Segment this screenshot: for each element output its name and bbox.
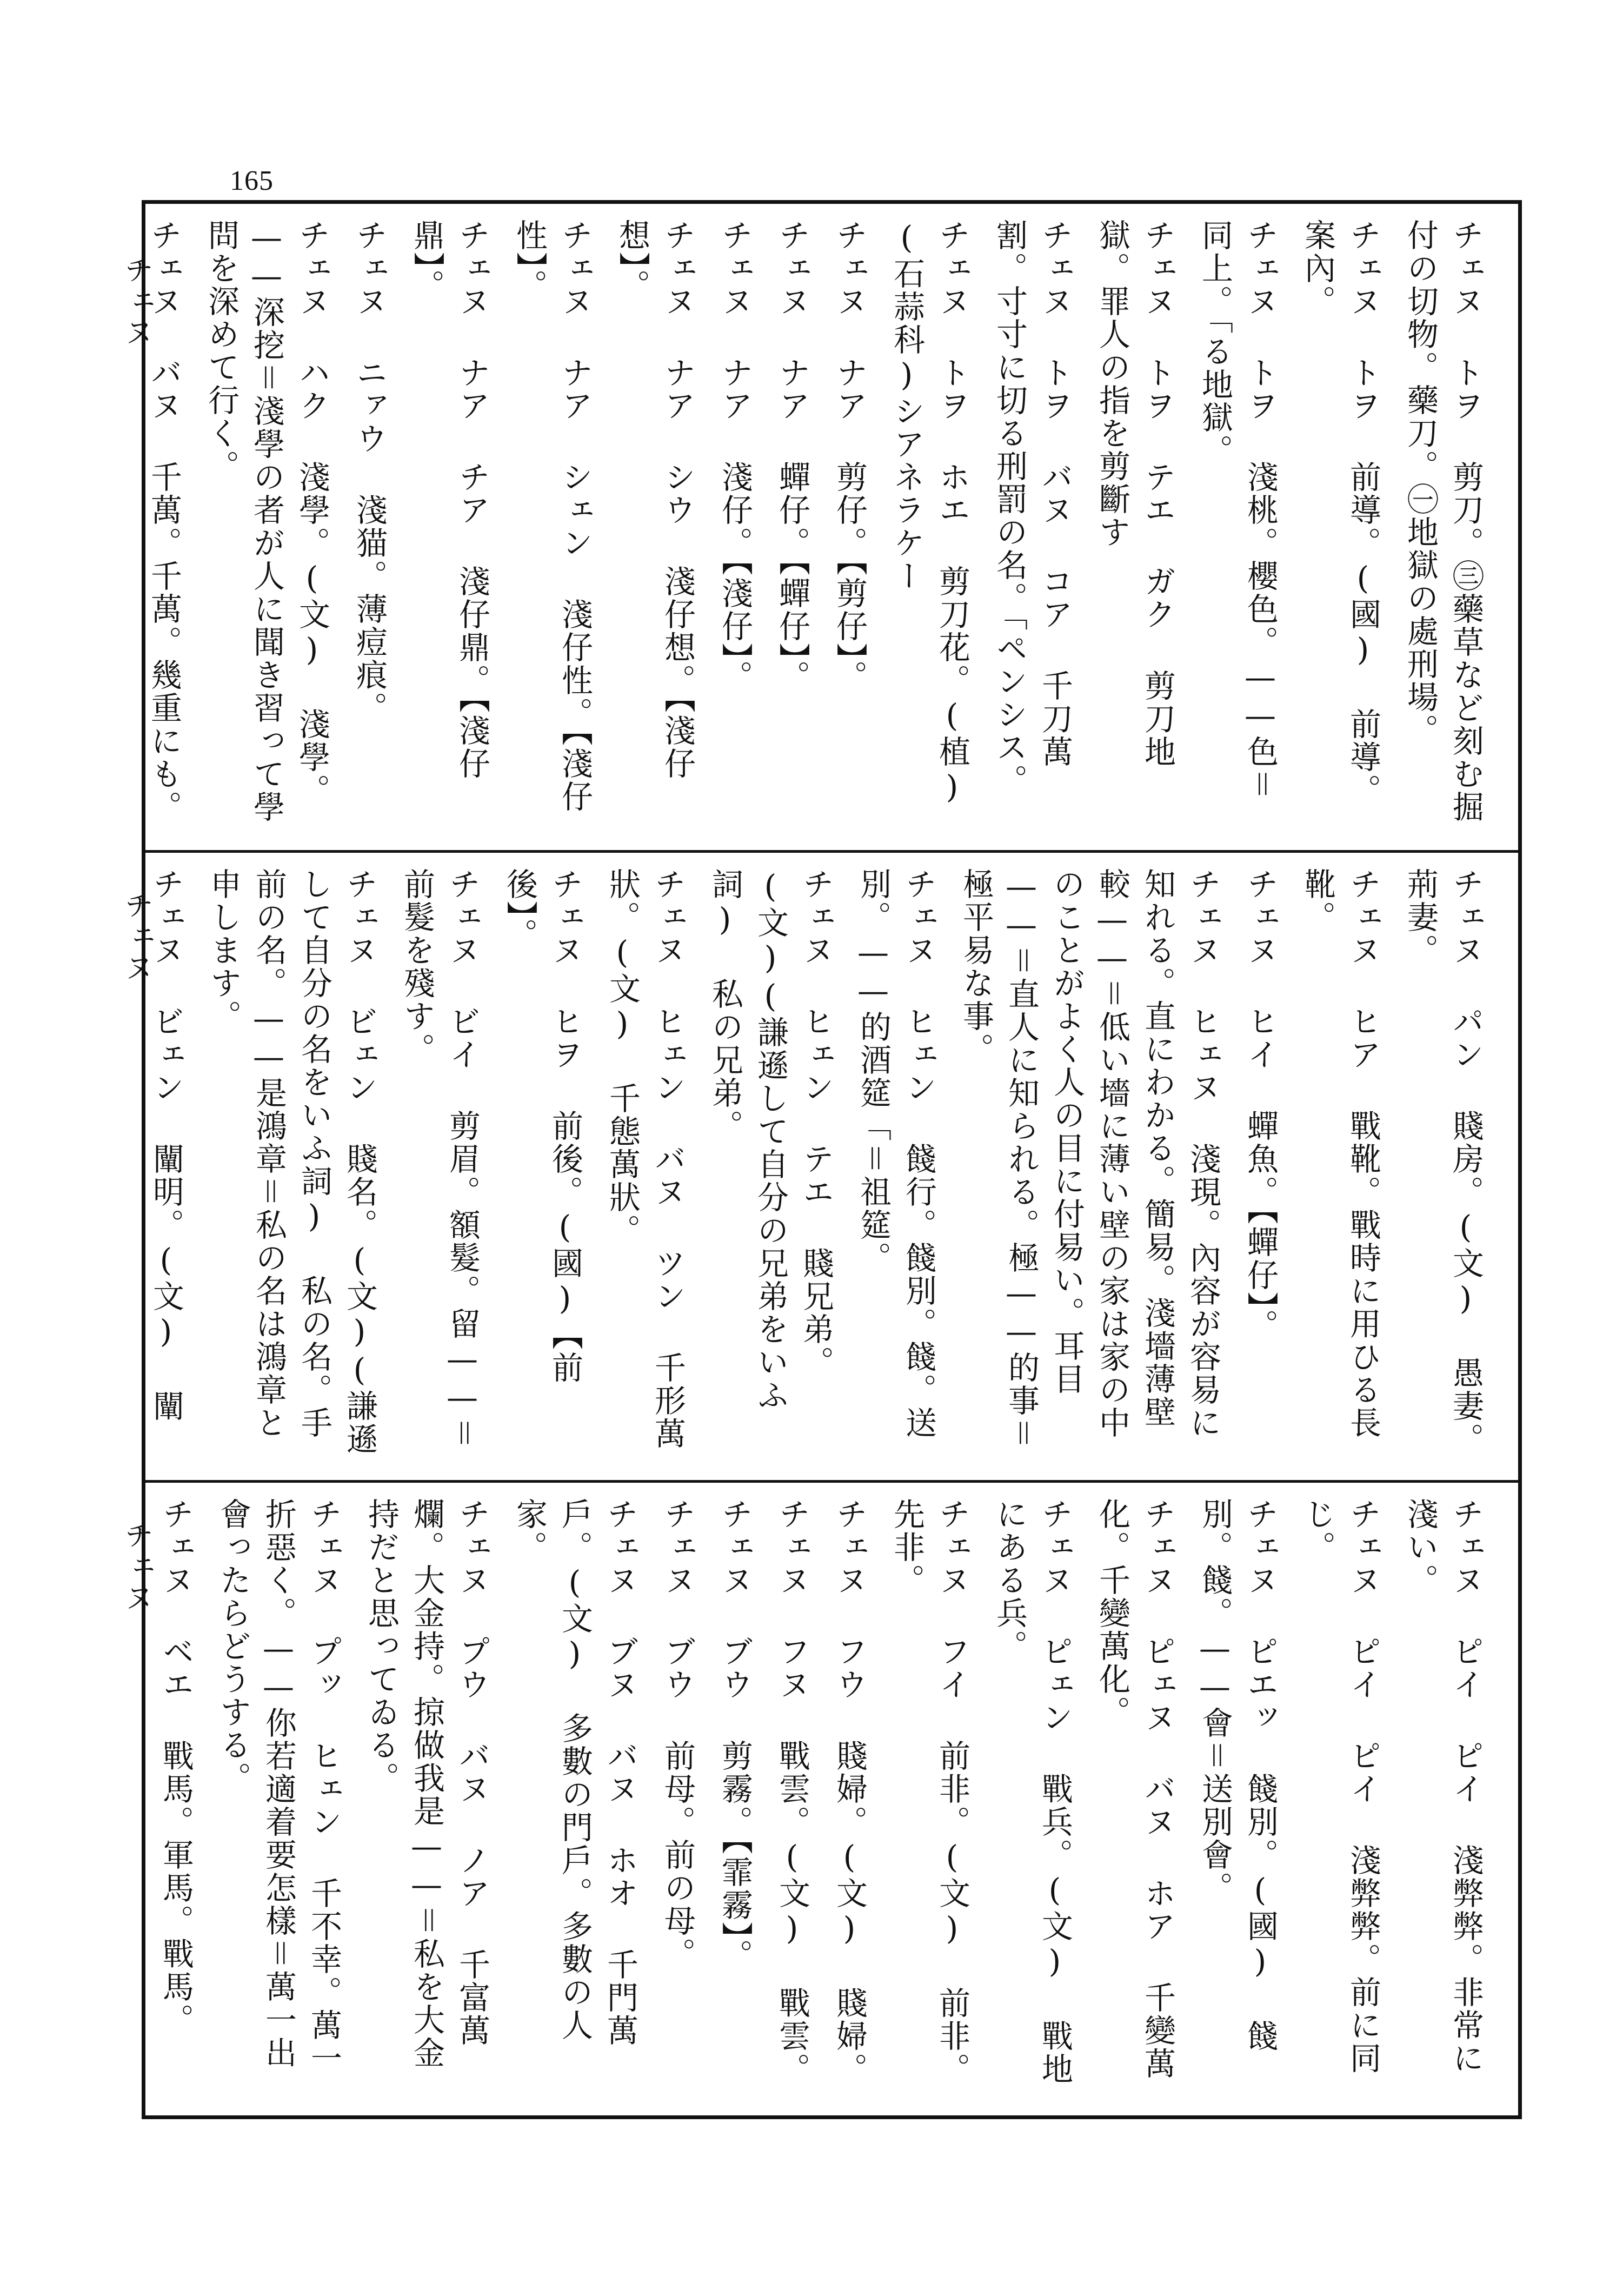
dictionary-entry: チェヌ トヲ 淺桃。櫻色。——色＝同上。「る地獄。 — [1196, 219, 1279, 801]
dictionary-entry: チェヌ ナア 剪仔。【剪仔】。 — [831, 219, 868, 693]
dictionary-entry: チェヌ プウ バヌ ノア 千富萬爛。大金持。掠做我是——＝私を大金持だと思ってゐる。 — [363, 1498, 490, 2069]
band-middle — [145, 850, 1518, 1480]
dictionary-entry: チェヌ ヒェヌ 淺現。內容が容易に知れる。直にわかる。簡易。淺墻薄壁較——＝低い墻に薄い壁の家は家の中のことがよく人の目に付易い。耳目——＝直人に知られる。極——的事＝極平易な事。 — [957, 868, 1221, 1450]
dictionary-entry: チェヌ ヒェン 餞行。餞別。餞。送別。——的酒筵「＝祖筵。 — [855, 868, 937, 1439]
dictionary-entry: チェヌ ヒヲ 前後。(國)【前後】。 — [501, 868, 583, 1384]
band-top — [145, 204, 1518, 850]
dictionary-entry: チェヌ ヒイ 蟬魚。【蟬仔】。 — [1242, 868, 1279, 1342]
dictionary-entry: チェヌ ナア 蟬仔。【蟬仔】。 — [774, 219, 810, 693]
dictionary-entry: チェヌ トヲ テエ ガク 剪刀地獄。罪人の指を剪斷す — [1094, 219, 1176, 768]
dictionary-entry: チェヌ ナア 淺仔。【淺仔】。 — [716, 219, 753, 693]
dictionary-entry: チェヌ ビイ 剪眉。額髮。留——＝前髮を殘す。 — [398, 868, 481, 1450]
dictionary-entry: チェヌ ニァウ 淺猫。薄痘痕。 — [351, 219, 388, 725]
dictionary-entry: チェヌ トヲ 剪刀。㊂藥草など刻む掘付の切物。藥刀。㊀地獄の處刑場。 — [1402, 219, 1484, 824]
entry-column-group — [145, 219, 1488, 825]
dictionary-entry: チェヌ フヌ 戰雲。(文) 戰雲。 — [774, 1498, 810, 2086]
dictionary-entry: チェヌ トヲ ホエ 剪刀花。(植)(石蒜科)シアネラケー — [888, 219, 970, 807]
dictionary-entry: チェヌ ナア シウ 淺仔想。【淺仔想】。 — [614, 219, 696, 780]
dictionary-entry: チェヌ ナア チア 淺仔鼎。【淺仔鼎】。 — [408, 219, 490, 780]
dictionary-entry: チェヌ ピイ ピイ 淺弊弊。前に同じ。 — [1299, 1498, 1381, 2075]
dictionary-entry: チェヌ バヌ 千萬。千萬。幾重にも。 — [145, 219, 182, 824]
dictionary-entry: チェヌ トヲ バヌ コア 千刀萬割。寸寸に切る刑罰の名。「ペンシス。 — [991, 219, 1073, 797]
dictionary-entry: チェヌ ピイ ピイ 淺弊弊。非常に淺い。 — [1402, 1498, 1484, 2075]
dictionary-entry: チェヌ ピエッ 餞別。(國) 餞別。餞。——會＝送別會。 — [1196, 1498, 1279, 2053]
dictionary-entry: チェヌ ヒェン バヌ ツン 千形萬狀。(文) 千態萬狀。 — [604, 868, 686, 1450]
dictionary-entry: チェヌ ブウ 剪霧。【霏霧】。 — [716, 1498, 753, 1972]
dictionary-entry: チェヌ ヒェン テエ 賤兄弟。(文)(謙遜して自分の兄弟をいふ詞) 私の兄弟。 — [707, 868, 834, 1412]
dictionary-entry: チェヌ トヲ 前導。(國) 前導。案內。 — [1299, 219, 1381, 807]
dictionary-entry: チェヌ パン 賤房。(文) 愚妻。荊妻。 — [1402, 868, 1484, 1456]
side-heading-bottom: チェヌ — [120, 1519, 154, 1614]
dictionary-entry: チェヌ ピェヌ バヌ ホア 千變萬化。千變萬化。 — [1094, 1498, 1176, 2080]
dictionary-frame — [142, 200, 1522, 2119]
dictionary-entry: チェヌ ハク 淺學。(文) 淺學。——深挖＝淺學の者が人に聞き習って學問を深めて行く。 — [203, 219, 330, 824]
dictionary-entry: チェヌ ベエ 戰馬。軍馬。戰馬。 — [157, 1498, 194, 2036]
dictionary-entry: チェヌ ビェン 賤名。(文)(謙遜して自分の名をいふ詞) 私の名。手前の名。——是鴻章＝私の名は鴻章と申します。 — [205, 868, 378, 1456]
dictionary-entry: チェヌ フイ 前非。(文) 前非。先非。 — [888, 1498, 970, 2086]
dictionary-entry: チェヌ ナア シェン 淺仔性。【淺仔性】。 — [511, 219, 593, 813]
dictionary-entry: チェヌ ブヌ バヌ ホオ 千門萬戶。(文) 多數の門戶。多數の人家。 — [511, 1498, 638, 2047]
band-bottom — [145, 1480, 1518, 2115]
entry-column-group — [145, 1498, 1488, 2093]
side-heading-middle: チェヌ — [120, 890, 154, 984]
dictionary-entry: チェヌ フウ 賤婦。(文) 賤婦。 — [831, 1498, 868, 2086]
page-number: 165 — [230, 165, 274, 196]
dictionary-entry: チェヌ ビェン 闡明。(文) 闡 — [148, 868, 184, 1423]
dictionary-entry: チェヌ ピェン 戰兵。(文) 戰地にある兵。 — [991, 1498, 1073, 2086]
side-heading-top: チェヌ — [120, 254, 154, 348]
dictionary-entry: チェヌ ヒア 戰靴。戰時に用ひる長靴。 — [1299, 868, 1381, 1439]
entry-column-group — [145, 868, 1488, 1460]
dictionary-entry: チェヌ プッ ヒェン 千不幸。萬一折惡く。——你若適着要怎樣＝萬一出會ったらどうする。 — [215, 1498, 342, 2075]
dictionary-entry: チェヌ ブウ 前母。前の母。 — [659, 1498, 696, 1970]
